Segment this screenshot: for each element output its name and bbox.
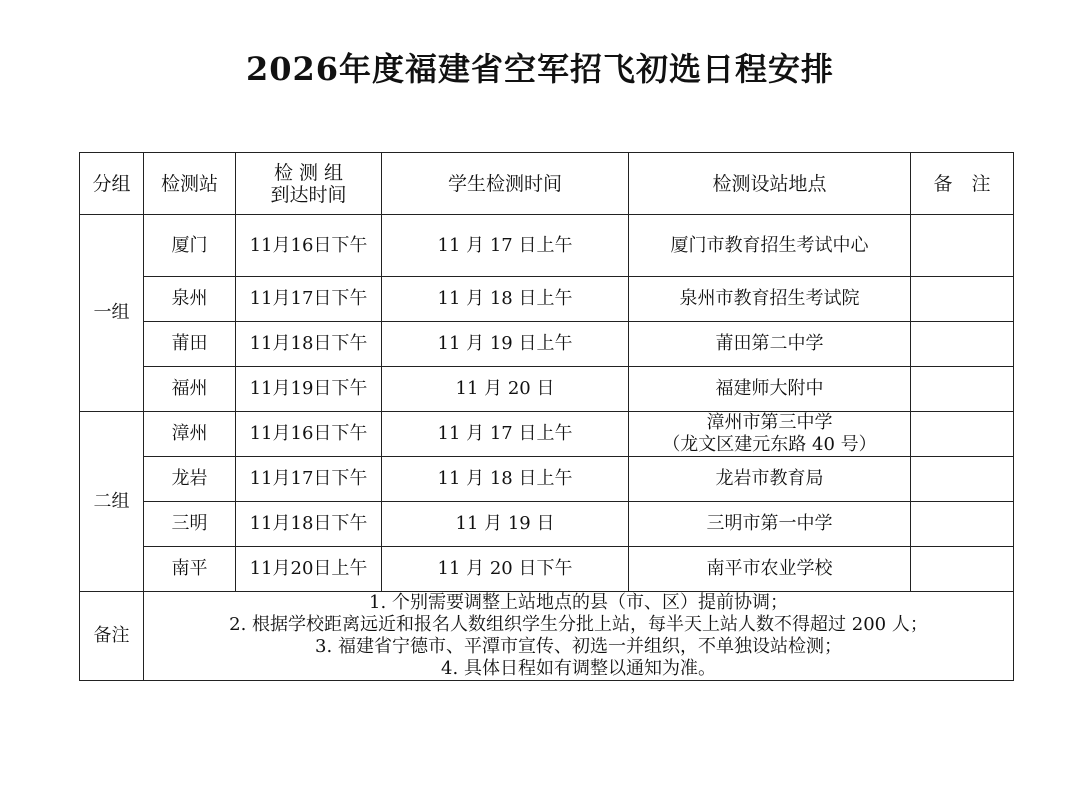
station-cell: 漳州 — [144, 412, 236, 457]
page-title: 2026年度福建省空军招飞初选日程安排 — [245, 50, 835, 88]
arrival-cell: 11月19日下午 — [236, 367, 382, 412]
table-row — [80, 457, 1014, 502]
student-time-cell: 11 月 17 日上午 — [382, 215, 629, 277]
note-line: 2. 根据学校距离远近和报名人数组织学生分批上站，每半天上站人数不得超过 200 人； — [229, 614, 928, 635]
student-time-cell: 11 月 18 日上午 — [382, 457, 629, 502]
header-station: 检测站 — [144, 153, 236, 215]
table-row — [80, 277, 1014, 322]
remark-cell — [911, 457, 1014, 502]
table-row — [80, 412, 1014, 457]
remark-cell — [911, 367, 1014, 412]
header-arrival-line2: 到达时间 — [270, 183, 347, 206]
location-line1: 漳州市第三中学 — [706, 412, 833, 433]
location-cell — [629, 412, 911, 457]
schedule-table — [79, 152, 1014, 681]
arrival-cell: 11月16日下午 — [236, 412, 382, 457]
table-row — [80, 322, 1014, 367]
table-row — [80, 215, 1014, 277]
notes-row — [80, 592, 1014, 681]
location-cell: 三明市第一中学 — [629, 502, 911, 547]
remark-cell — [911, 322, 1014, 367]
station-cell: 三明 — [144, 502, 236, 547]
header-location: 检测设站地点 — [629, 153, 911, 215]
notes-cell — [144, 592, 1014, 681]
group-cell: 一组 — [80, 215, 144, 412]
arrival-cell: 11月17日下午 — [236, 457, 382, 502]
location-cell: 龙岩市教育局 — [629, 457, 911, 502]
table-header-row — [80, 153, 1014, 215]
note-line: 3. 福建省宁德市、平潭市宣传、初选一并组织，不单独设站检测； — [315, 636, 842, 657]
notes-label: 备注 — [80, 592, 144, 681]
student-time-cell: 11 月 17 日上午 — [382, 412, 629, 457]
station-cell: 福州 — [144, 367, 236, 412]
location-cell: 厦门市教育招生考试中心 — [629, 215, 911, 277]
arrival-cell: 11月17日下午 — [236, 277, 382, 322]
location-line2: （龙文区建元东路 40 号） — [662, 434, 877, 455]
station-cell: 莆田 — [144, 322, 236, 367]
remark-cell — [911, 502, 1014, 547]
arrival-cell: 11月20日上午 — [236, 547, 382, 592]
header-group: 分组 — [80, 153, 144, 215]
header-arrival-line1: 检 测 组 — [273, 161, 344, 184]
arrival-cell: 11月16日下午 — [236, 215, 382, 277]
location-cell: 南平市农业学校 — [629, 547, 911, 592]
header-student-time: 学生检测时间 — [382, 153, 629, 215]
header-remarks: 备 注 — [911, 153, 1014, 215]
location-cell: 莆田第二中学 — [629, 322, 911, 367]
station-cell: 泉州 — [144, 277, 236, 322]
table-row — [80, 367, 1014, 412]
student-time-cell: 11 月 20 日下午 — [382, 547, 629, 592]
arrival-cell: 11月18日下午 — [236, 502, 382, 547]
station-cell: 厦门 — [144, 215, 236, 277]
table-row — [80, 547, 1014, 592]
note-line: 4. 具体日程如有调整以通知为准。 — [441, 658, 716, 679]
table-row — [80, 502, 1014, 547]
student-time-cell: 11 月 20 日 — [382, 367, 629, 412]
remark-cell — [911, 412, 1014, 457]
station-cell: 南平 — [144, 547, 236, 592]
arrival-cell: 11月18日下午 — [236, 322, 382, 367]
student-time-cell: 11 月 18 日上午 — [382, 277, 629, 322]
header-arrival — [236, 153, 382, 215]
group-cell: 二组 — [80, 412, 144, 592]
student-time-cell: 11 月 19 日上午 — [382, 322, 629, 367]
note-line: 1. 个别需要调整上站地点的县（市、区）提前协调； — [369, 592, 788, 613]
station-cell: 龙岩 — [144, 457, 236, 502]
remark-cell — [911, 215, 1014, 277]
location-cell: 泉州市教育招生考试院 — [629, 277, 911, 322]
remark-cell — [911, 547, 1014, 592]
student-time-cell: 11 月 19 日 — [382, 502, 629, 547]
location-cell: 福建师大附中 — [629, 367, 911, 412]
remark-cell — [911, 277, 1014, 322]
